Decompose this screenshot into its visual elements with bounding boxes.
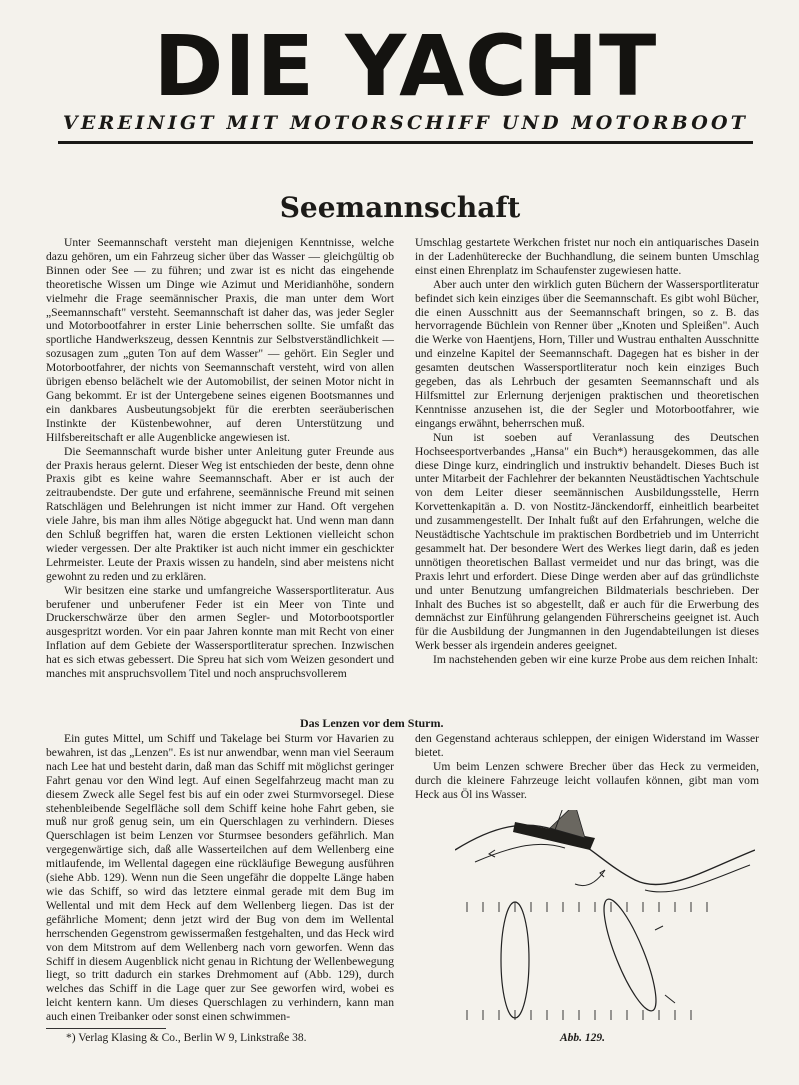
paragraph: Wir besitzen eine starke und umfangreiche Wassersportliteratur. Aus berufener und unberufener Feder ist ein Meer von Tinte und Druckerschwärze über den armen Segler- und Motorbootsportler ausgespritzt worden. Vor ein paar Jahren konnte man mit Recht von einer Inflation auf dem Gebiete der Wassersportliteratur sprechen. Inzwischen hat es sich etwas gebessert. Die Spreu hat sich vom Weizen gesondert und manches mit anspruchsvollem Titel und noch anspruchsvollerem: [46, 583, 394, 681]
hull-outline-straight: [501, 902, 529, 1018]
article-column-3: [46, 732, 394, 1024]
article-column-1: [46, 236, 394, 681]
paragraph: Nun ist soeben auf Veranlassung des Deutschen Hochseesportverbandes „Hansa" ein Buch*) herausgekommen, das alle diese Dinge kurz, eindringlich und instruktiv behandelt. Dieses Buch ist unter Mitarbeit der Fachlehrer der bekannten Neustädtischen Yachtschule von dem Leiter dieser seemännischen Ausbildungsstelle, Herrn Korvettenkapitän a. D. von Nostitz-Jänckendorff, einheitlich bearbeitet und zusammengestellt. Der Inhalt fußt auf den Erfahrungen, welche die Neustädtische Yachtschule im praktischen Bordbetrieb und im Unterricht gesammelt hat. Der besondere Wert des Werkes liegt darin, daß es jeden unnötigen theoretischen Ballast vermeidet und nur das bringt, was die Praxis lehrt und erfordert. Diese Dinge werden aber auf das gründlichste und unter Benutzung umfangreichen Bildmaterials beschrieben. Der Inhalt des Buches ist so abgestellt, daß er auch für die Erwerbung des demnächst zur Einführung gelangenden Führerscheins geeignet ist. Auch für die Ausbildung der Jungmannen in den Jugendabteilungen ist dieses Werk besser als irgendein anderes geeignet.: [415, 430, 759, 653]
hull-outline-turned: [595, 894, 666, 1016]
masthead-subtitle: VEREINIGT MIT MOTORSCHIFF UND MOTORBOOT: [62, 112, 749, 134]
footnote: *) Verlag Klasing & Co., Berlin W 9, Linkstraße 38.: [66, 1032, 307, 1044]
paragraph: Unter Seemannschaft versteht man diejenigen Kenntnisse, welche dazu gehören, um ein Fahrzeug sicher über das Wasser — gleichgültig ob Binnen oder See — zu führen; und zwar ist es nicht das eingehende theoretische Wissen um Dinge wie Azimut und Meridianhöhe, sondern vielmehr die Frage seemännischer Praxis, die man unter dem Wort „Seemannschaft" versteht. Seemannschaft ist daher das, was jeder Segler und Motorbootfahrer in erster Linie beherrschen sollte. Sie umfaßt das sportliche Handwerkszeug, dessen Kenntnis zur Selbstverständlichkeit — sozusagen zum „guten Ton auf dem Wasser" — gehört. Ein Segler und Motorbootfahrer, der nichts von Seemannschaft versteht, wird von allen übrigen ebenso belächelt wie der Automobilist, der seinen Motor nicht in Gang bekommt. Er ist der Untergebene seines eigenen Bootsmannes und ein dankbares Ausbeutungsobjekt für die ererbten seeräuberischen Instinkte der Küstenbewohner, auf deren Unterstützung und Hilfsbereitschaft er alle Augenblicke angewiesen ist.: [46, 236, 394, 444]
figure-caption: Abb. 129.: [560, 1032, 606, 1044]
masthead-rule: [58, 141, 753, 144]
paragraph: Im nachstehenden geben wir eine kurze Probe aus dem reichen Inhalt:: [433, 653, 759, 667]
paragraph: Aber auch unter den wirklich guten Büchern der Wassersportliteratur befindet sich kein einziges über die Seemannschaft. Es gibt wohl Bücher, die einen Ausschnitt aus der Seemannschaft bringen, so z. B. das hervorragende Büchlein von Renner über „Knoten und Spleißen". Auch die Werke von Haentjens, Horn, Tiller und Wustrau enthalten Ausschnitte und einzelne Kapitel der Seemannschaft. Dagegen hat es bisher in der gesamten deutschen Wassersportliteratur noch kein einziges Buch gegeben, das als Lehrbuch der gesamten Seemannschaft und als Hilfsmittel zur Erlernung derjenigen praktischen und theoretischen Kenntnisse anzusehen ist, die der Segler und Motorbootfahrer, wie eingangs erwähnt, beherrschen muß.: [415, 277, 759, 430]
boat-icon: [513, 810, 595, 850]
figure-lenzen-diagram: [455, 810, 755, 1030]
section-heading: Das Lenzen vor dem Sturm.: [300, 716, 444, 730]
current-arrows: [467, 902, 707, 1020]
paragraph: den Gegenstand achteraus schleppen, der einigen Widerstand im Wasser bietet.: [415, 732, 759, 759]
footnote-rule: [46, 1028, 166, 1029]
paragraph: Die Seemannschaft wurde bisher unter Anleitung guter Freunde aus der Praxis heraus gelernt. Dieser Weg ist entschieden der beste, denn ohne Praxis gibt es keine wahre Seemannschaft. Aber er ist auch der zeitraubendste. Der gute und erfahrene, seemännische Freund mit seinen Ratschlägen und Belehrungen ist nicht immer zur Hand. Oft vergehen viele Jahre, bis man ihm alles Nötige abgeguckt hat. Und wenn man dann den Schluß begriffen hat, waren die ersten Lektionen vielleicht schon wieder vergessen. Der alte Praktiker ist auch nicht immer ein geschickter Lehrmeister. Leute der Praxis wissen zu handeln, sind aber meistens nicht gewohnt zu reden und zu erklären.: [46, 444, 394, 583]
paragraph: Um beim Lenzen schwere Brecher über das Heck zu vermeiden, durch die kleinere Fahrzeuge leicht vollaufen können, gibt man vom Heck aus Öl ins Wasser.: [415, 759, 759, 801]
article-title: Seemannschaft: [279, 191, 521, 224]
masthead-title: DIE YACHT: [153, 17, 658, 115]
article-column-2: [415, 236, 759, 667]
paragraph: Umschlag gestartete Werkchen fristet nur noch ein antiquarisches Dasein in der Ladenhüterecke der Buchhandlung, die seinem bunten Umschlag einst einen Ehrenplatz im Schaufenster zugewiesen hatte.: [415, 236, 759, 277]
paragraph: Ein gutes Mittel, um Schiff und Takelage bei Sturm vor Havarien zu bewahren, ist das „Lenzen". Es ist nur anwendbar, wenn man viel Seeraum nach Lee hat und besteht darin, daß man das Schiff mit möglichst geringer Fahrt genau vor den Wind legt. Auf einen Segelfahrzeug macht man zu diesem Zweck alle Segel fest bis auf ein oder zwei Sturmvorsegel. Diese stehenbleibende Segelfläche soll dem Schiff keine hohe Fahrt geben, sie muß nur groß genug sein, um ein Querschlagen zu verhindern. Dieses Querschlagen ist beim Lenzen vor Sturmsee besonders gefährlich. Man vergegenwärtige sich, daß alle Wasserteilchen auf dem Wellenberg eine mitlaufende, im Wellental dagegen eine rückläufige Bewegung ausführen (siehe Abb. 129). Wenn nun die Seen ungefähr die doppelte Länge haben wie das Schiff, so wird das letztere einmal gerade mit dem Bug im Wellental und mit dem Heck auf dem Wellenberg liegen. Das ist der gefährliche Moment; denn jetzt wird der Bug von dem im Wellental herrschenden Gegenstrom gewissermaßen festgehalten, und das Heck wird von dem Mitstrom auf dem Wellenberg nach vorn geworfen. Wenn das Schiff in diesem Augenblick nicht genau in Richtung der Wellenbewegung liegt, so tritt dadurch ein starkes Drehmoment auf (Abb. 129), durch welches das Schiff in die Lage quer zur See geworfen wird, wobei es leicht kentern kann. Um dieses Querschlagen zu verhindern, kann man auch einen Treibanker oder sonst einen schwimmen-: [46, 732, 394, 1024]
article-column-4: [415, 732, 759, 802]
